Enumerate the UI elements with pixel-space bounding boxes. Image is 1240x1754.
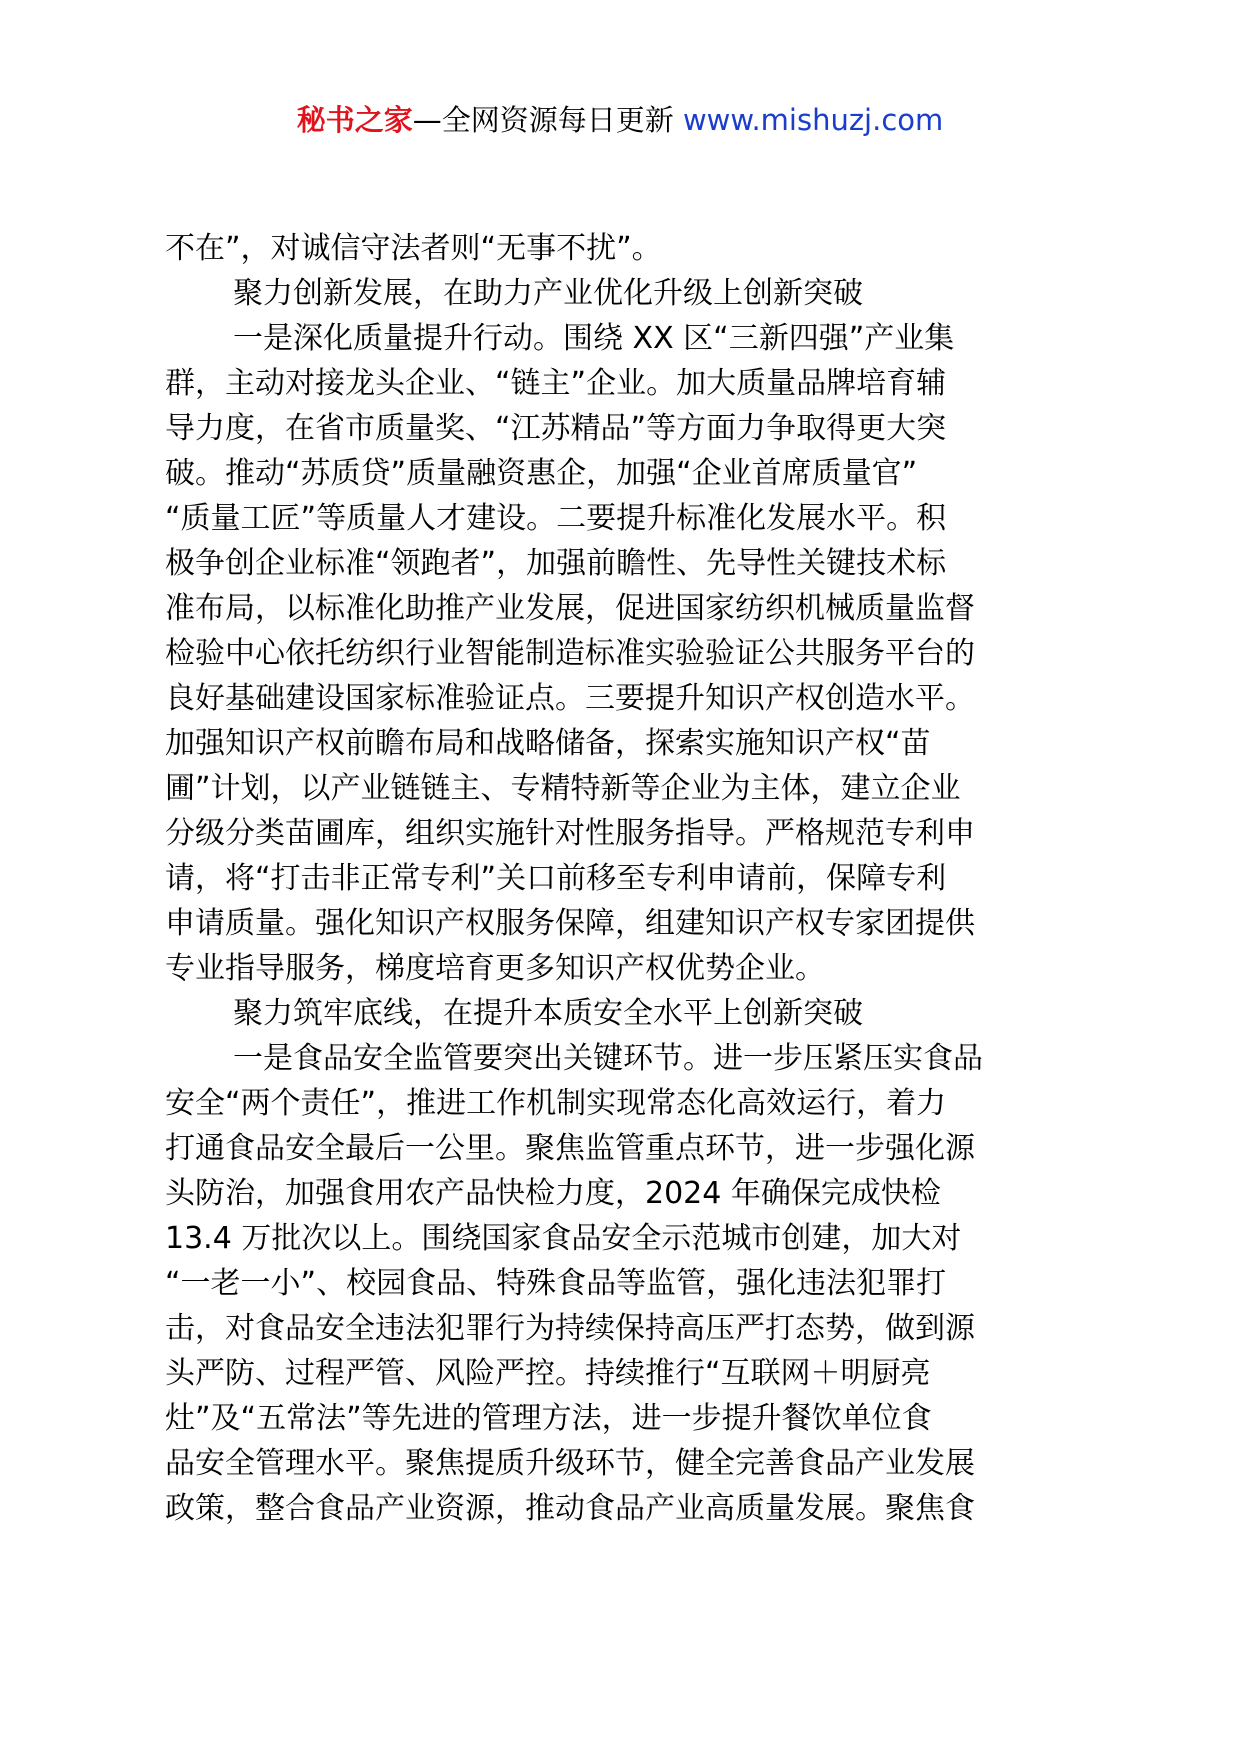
text-line: 13.4 万批次以上。围绕国家食品安全示范城市创建，加大对 [165, 1221, 962, 1256]
text-line: 一是食品安全监管要突出关键环节。进一步压紧压实食品 [233, 1041, 983, 1076]
text-line: 圃”计划，以产业链链主、专精特新等企业为主体，建立企业 [165, 771, 961, 806]
text-line: 灶”及“五常法”等先进的管理方法，进一步提升餐饮单位食 [165, 1401, 932, 1436]
document-body [165, 226, 1080, 1531]
text-line: 头防治，加强食用农产品快检力度，2024 年确保完成快检 [165, 1176, 941, 1211]
text-line: “一老一小”、校园食品、特殊食品等监管，强化违法犯罪打 [165, 1266, 947, 1301]
text-line: 检验中心依托纺织行业智能制造标准实验验证公共服务平台的 [165, 636, 975, 671]
text-line: 打通食品安全最后一公里。聚焦监管重点环节，进一步强化源 [165, 1131, 975, 1166]
text-line: 一是深化质量提升行动。围绕 XX 区“三新四强”产业集 [233, 321, 955, 356]
text-line: 政策，整合食品产业资源，推动食品产业高质量发展。聚焦食 [165, 1491, 975, 1526]
text-line: 聚力创新发展，在助力产业优化升级上创新突破 [233, 276, 863, 311]
text-line: “质量工匠”等质量人才建设。二要提升标准化发展水平。积 [165, 501, 947, 536]
text-line: 品安全管理水平。聚焦提质升级环节，健全完善食品产业发展 [165, 1446, 975, 1481]
text-line: 聚力筑牢底线，在提升本质安全水平上创新突破 [233, 996, 863, 1031]
text-line: 分级分类苗圃库，组织实施针对性服务指导。严格规范专利申 [165, 816, 975, 851]
text-line: 导力度，在省市质量奖、“江苏精品”等方面力争取得更大突 [165, 411, 947, 446]
site-tagline: —全网资源每日更新 [412, 103, 683, 137]
text-line: 专业指导服务，梯度培育更多知识产权优势企业。 [165, 951, 825, 986]
text-line: 良好基础建设国家标准验证点。三要提升知识产权创造水平。 [165, 681, 975, 716]
page-header [0, 100, 1240, 140]
text-line: 头严防、过程严管、风险严控。持续推行“互联网＋明厨亮 [165, 1356, 931, 1391]
text-line: 击，对食品安全违法犯罪行为持续保持高压严打态势，做到源 [165, 1311, 975, 1346]
text-line: 请，将“打击非正常专利”关口前移至专利申请前，保障专利 [165, 861, 947, 896]
text-line: 申请质量。强化知识产权服务保障，组建知识产权专家团提供 [165, 906, 975, 941]
text-line: 加强知识产权前瞻布局和战略储备，探索实施知识产权“苗 [165, 726, 931, 761]
site-brand: 秘书之家 [296, 103, 413, 137]
text-line: 破。推动“苏质贷”质量融资惠企，加强“企业首席质量官” [165, 456, 918, 491]
text-line: 准布局，以标准化助推产业发展，促进国家纺织机械质量监督 [165, 591, 975, 626]
text-line: 安全“两个责任”，推进工作机制实现常态化高效运行，着力 [165, 1086, 947, 1121]
text-line: 不在”，对诚信守法者则“无事不扰”。 [165, 231, 662, 266]
site-url[interactable]: www.mishuzj.com [682, 103, 944, 137]
text-line: 群，主动对接龙头企业、“链主”企业。加大质量品牌培育辅 [165, 366, 947, 401]
text-line: 极争创企业标准“领跑者”，加强前瞻性、先导性关键技术标 [165, 546, 947, 581]
